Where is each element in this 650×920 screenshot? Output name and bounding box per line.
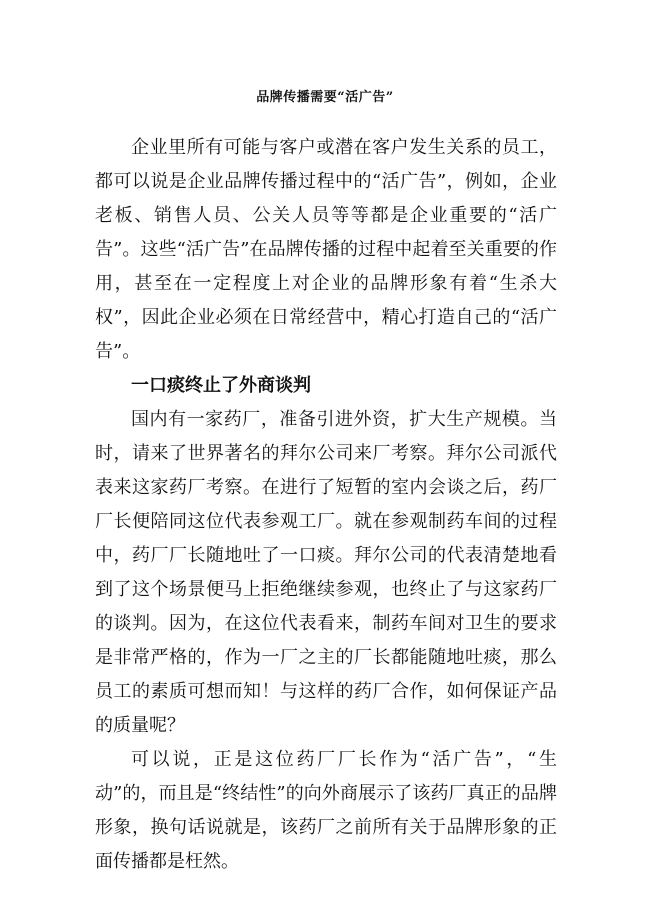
- paragraph-story: 国内有一家药厂，准备引进外资，扩大生产规模。当时，请来了世界著名的拜尔公司来厂考察。拜尔公司派代表来这家药厂考察。在进行了短暂的室内会谈之后，药厂厂长便陪同这位代表参观工厂。就在参观制药车间的过程中，药厂厂长随地吐了一口痰。拜尔公司的代表清楚地看到了这个场景便马上拒绝继续参观，也终止了与这家药厂的谈判。因为，在这位代表看来，制药车间对卫生的要求是非常严格的，作为一厂之主的厂长都能随地吐痰，那么员工的素质可想而知！与这样的药厂合作，如何保证产品的质量呢？: [95, 409, 557, 736]
- section-heading: 一口痰终止了外商谈判: [131, 375, 311, 396]
- document-title: 品牌传播需要“活广告”: [256, 90, 394, 105]
- document-body: [95, 131, 557, 879]
- paragraph-intro: 企业里所有可能与客户或潜在客户发生关系的员工，都可以说是企业品牌传播过程中的“活广告”，例如，企业老板、销售人员、公关人员等等都是企业重要的“活广告”。这些“活广告”在品牌传播的过程中起着至关重要的作用，甚至在一定程度上对企业的品牌形象有着“生杀大权”，因此企业必须在日常经营中，精心打造自己的“活广告”。: [95, 137, 557, 362]
- paragraph-conclusion: 可以说，正是这位药厂厂长作为“活广告”，“生动”的，而且是“终结性”的向外商展示了该药厂真正的品牌形象，换句话说就是，该药厂之前所有关于品牌形象的正面传播都是枉然。: [95, 749, 557, 872]
